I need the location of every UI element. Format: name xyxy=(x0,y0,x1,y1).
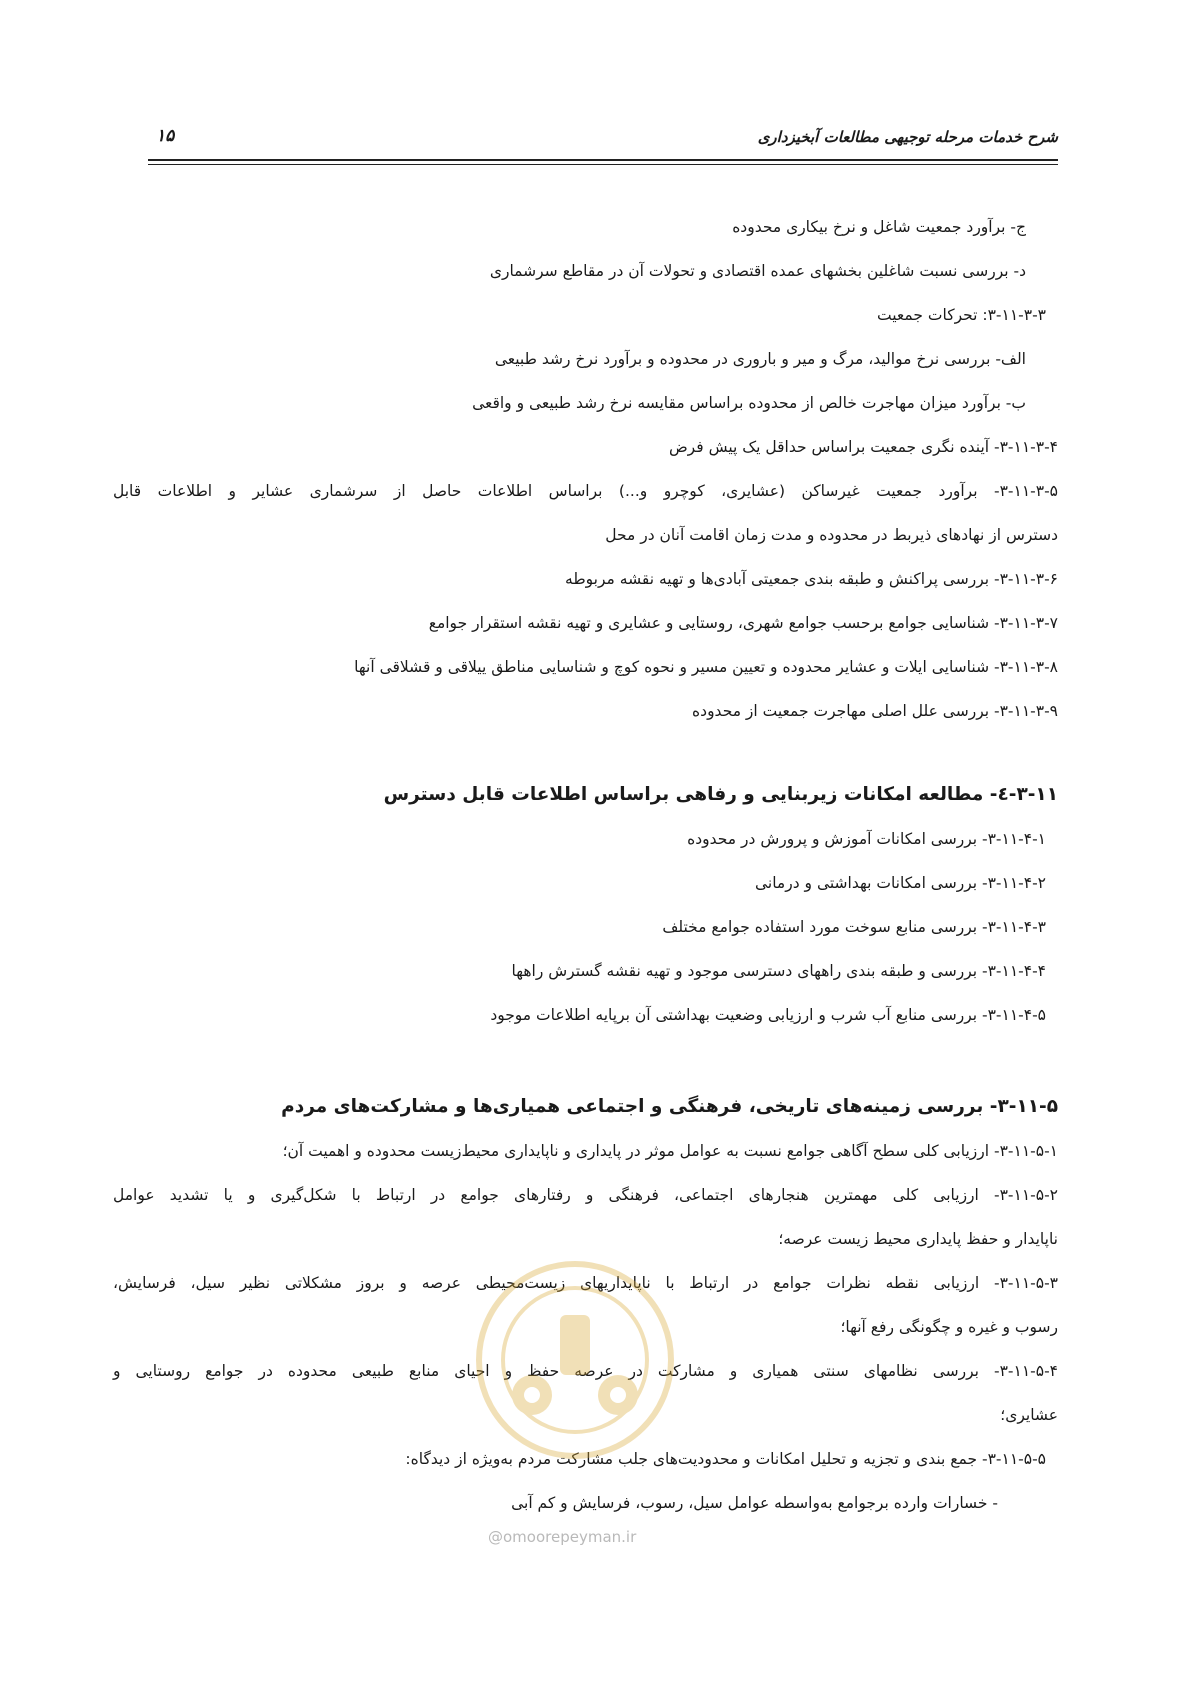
list-item: د- بررسی نسبت شاغلین بخشهای عمده اقتصادی و تحولات آن در مقاطع سرشماری xyxy=(489,262,1026,280)
list-item: ۳-۱۱-۴-۳- بررسی منابع سوخت مورد استفاده جوامع مختلف xyxy=(662,918,1046,936)
list-item: ب- برآورد میزان مهاجرت خالص از محدوده براساس مقایسه نرخ رشد طبیعی و واقعی xyxy=(472,394,1026,412)
paragraph: ۳-۱۱-۵-۴- بررسی نظامهای سنتی همیاری و مشارکت در عرصه حفظ و احیای منابع طبیعی محدوده در جوامع روستایی و xyxy=(113,1362,1058,1380)
header-title: شرح خدمات مرحله توجیهی مطالعات آبخیزداری xyxy=(757,128,1058,146)
paragraph: ۳-۱۱-۵-۱- ارزیابی کلی سطح آگاهی جوامع نسبت به عوامل موثر در پایداری و ناپایداری محیط‌زیست محدوده و اهمیت آن؛ xyxy=(282,1142,1058,1160)
paragraph: ۳-۱۱-۵-۳- ارزیابی نقطه نظرات جوامع در ارتباط با ناپایداریهای زیست‌محیطی عرصه و بروز مشکلاتی نظیر سیل، فرسایش، xyxy=(113,1274,1058,1292)
paragraph-continuation: عشایری؛ xyxy=(1000,1406,1058,1424)
paragraph-continuation: رسوب و غیره و چگونگی رفع آنها؛ xyxy=(840,1318,1058,1336)
paragraph: ۳-۱۱-۳-۷- شناسایی جوامع برحسب جوامع شهری، روستایی و عشایری و تهیه نقشه استقرار جوامع xyxy=(428,614,1058,632)
list-item: الف- بررسی نرخ موالید، مرگ و میر و باروری در محدوده و برآورد نرخ رشد طبیعی xyxy=(494,350,1026,368)
list-item: ۳-۱۱-۴-۱- بررسی امکانات آموزش و پرورش در محدوده xyxy=(687,830,1046,848)
subsection-title: ۳-۱۱-۳-۳: تحرکات جمعیت xyxy=(877,306,1046,324)
list-item: ۳-۱۱-۴-۴- بررسی و طبقه بندی راههای دسترسی موجود و تهیه نقشه گسترش راهها xyxy=(511,962,1046,980)
paragraph-continuation: ناپایدار و حفظ پایداری محیط زیست عرصه؛ xyxy=(778,1230,1058,1248)
header-rule-thin xyxy=(148,164,1058,165)
paragraph: ۳-۱۱-۳-۸- شناسایی ایلات و عشایر محدوده و تعیین مسیر و نحوه کوچ و شناسایی مناطق ییلاقی و قشلاقی آنها xyxy=(354,658,1058,676)
paragraph: ۳-۱۱-۳-۴- آینده نگری جمعیت براساس حداقل یک پیش فرض xyxy=(668,438,1058,456)
section-heading: ۳-۱۱-۵- بررسی زمینه‌های تاریخی، فرهنگی و اجتماعی همیاری‌ها و مشارکت‌های مردم xyxy=(281,1096,1058,1117)
paragraph: ۳-۱۱-۳-۹- بررسی علل اصلی مهاجرت جمعیت از محدوده xyxy=(692,702,1058,720)
list-item: ۳-۱۱-۴-۵- بررسی منابع آب شرب و ارزیابی وضعیت بهداشتی آن برپایه اطلاعات موجود xyxy=(490,1006,1046,1024)
list-item: ج- برآورد جمعیت شاغل و نرخ بیکاری محدوده xyxy=(732,218,1026,236)
paragraph: ۳-۱۱-۳-۵- برآورد جمعیت غیرساکن (عشایری، کوچرو و...) براساس اطلاعات حاصل از سرشماری عشایر و اطلاعات قابل xyxy=(113,482,1058,500)
watermark-text: @omoorepeyman.ir xyxy=(488,1528,637,1546)
bullet-item: - خسارات وارده برجوامع به‌واسطه عوامل سیل، رسوب، فرسایش و کم آبی xyxy=(511,1494,998,1512)
section-heading: ۳-۱۱-٤- مطالعه امکانات زیربنایی و رفاهی براساس اطلاعات قابل دسترس xyxy=(383,784,1058,805)
list-item: ۳-۱۱-۴-۲- بررسی امکانات بهداشتی و درمانی xyxy=(754,874,1046,892)
document-body xyxy=(113,205,1058,1525)
paragraph: ۳-۱۱-۳-۶- بررسی پراکنش و طبقه بندی جمعیتی آبادی‌ها و تهیه نقشه مربوطه xyxy=(565,570,1058,588)
page-number: ۱۵ xyxy=(156,126,175,146)
page-header xyxy=(148,126,1058,156)
paragraph: ۳-۱۱-۵-۲- ارزیابی کلی مهمترین هنجارهای اجتماعی، فرهنگی و رفتارهای جوامع در ارتباط با شکل‌گیری و یا تشدید عوامل xyxy=(113,1186,1058,1204)
paragraph-continuation: دسترس از نهادهای ذیربط در محدوده و مدت زمان اقامت آنان در محل xyxy=(605,526,1058,544)
header-rule xyxy=(148,159,1058,161)
list-item: ۳-۱۱-۵-۵- جمع بندی و تجزیه و تحلیل امکانات و محدودیت‌های جلب مشارکت مردم به‌ویژه از دیدگاه: xyxy=(405,1450,1046,1468)
